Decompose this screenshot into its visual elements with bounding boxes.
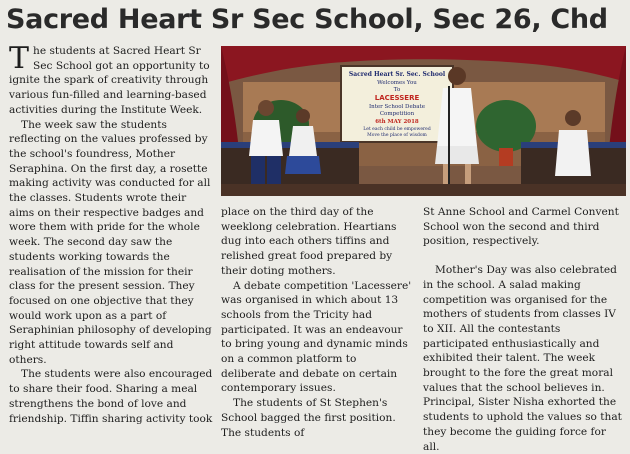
paragraph: The week saw the students reflecting on the values professed by the school's foundress, Mother Seraphina. On the first day, a rosette making activity was conducted for all the classes. Students wrote their aims on their respective badges and wore them with pride for the whole week. The second day saw the students working towards the realisation of the mission for their class for the present session. They focused on one objective that they would work upon as a part of Seraphinian philosophy of developing right attitude towards self and others. <box>9 118 212 366</box>
stage-scene <box>221 46 626 196</box>
paragraph: The students of St Stephen's School bagged the first position. The students of <box>221 397 396 439</box>
paragraph-intro <box>9 41 214 118</box>
banner-event: LACESSERE <box>374 94 420 102</box>
banner-to: To <box>393 87 401 93</box>
banner-line3: Let each child be empowered <box>363 127 431 132</box>
headline: Sacred Heart Sr Sec School, Sec 26, Chd <box>6 4 608 35</box>
article-column-1 <box>9 41 214 426</box>
paragraph-intro-text: he students at Sacred Heart Sr Sec School got an opportunity to ignite the spark of creativity through various fun-filled and learning-based activities during the Institute Week. <box>9 45 210 116</box>
article-column-3 <box>423 205 625 454</box>
banner-line1: Inter School Debate <box>368 104 426 110</box>
paragraph: place on the third day of the weeklong celebration. Heartians dug into each others tiffins and relished great food prepared by their doting mothers. <box>221 206 397 277</box>
paragraph: St Anne School and Carmel Convent School won the second and third position, respectively. <box>423 206 619 248</box>
paragraph: A debate competition 'Lacessere' was organised in which about 13 schools from the Tricity had participated. It was an endeavour to bring young and dynamic minds on a common platform to deliberate and debate on certain contemporary issues. <box>221 279 412 395</box>
banner-date: 6th MAY 2018 <box>375 119 419 125</box>
article-column-2 <box>221 205 413 440</box>
paragraph: The students were also encouraged to share their food. Sharing a meal strengthens the bond of love and friendship. Tiffin sharing activity took <box>9 368 213 425</box>
banner-welcome: Welcomes You <box>377 80 417 86</box>
banner-title: Sacred Heart Sr. Sec. School <box>348 71 446 78</box>
banner-line2: Competition <box>379 111 415 117</box>
event-photo <box>221 46 626 196</box>
banner-line4: Move the place of wisdom <box>367 133 427 138</box>
paragraph: Mother's Day was also celebrated in the school. A salad making competition was organised for the mothers of students from classes IV to XII. All the contestants participated enthusiastically and exhibited their talent. The week brought to the fore the great moral values that the school believes in. Principal, Sister Nisha exhorted the students to uphold the values so that they become the guiding force for all. <box>423 264 622 453</box>
drop-cap: T <box>9 41 30 76</box>
